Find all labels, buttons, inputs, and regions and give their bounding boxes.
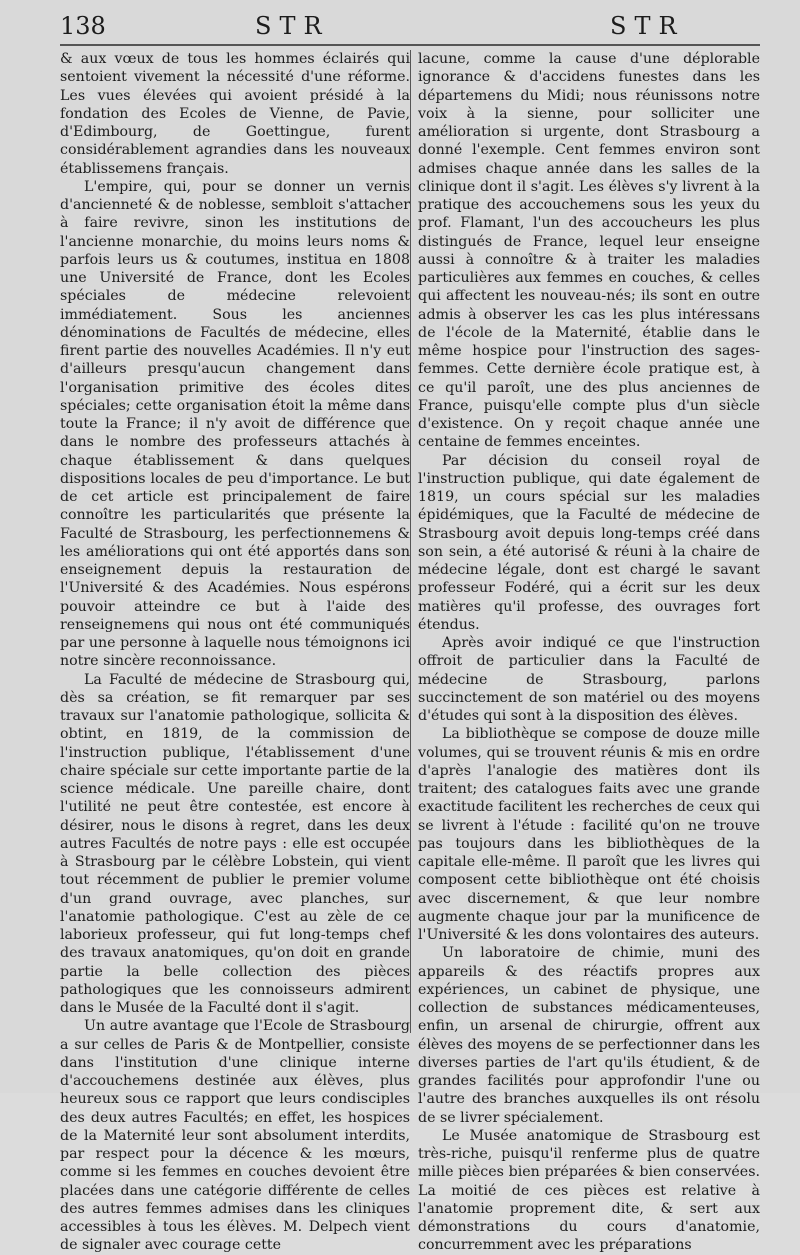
- paragraph: Un laboratoire de chimie, muni des appareils & des réactifs propres aux expériences, un cabinet de physique, une collection de substances médicamenteuses, enfin, un arsenal de chirurgie, offrent aux élèves des moyens de se perfectionner dans les diverses parties de l'art qu'ils étudient, & de grandes facilités pour approfondir l'une ou l'autre des branches auxquelles ils ont résolu de se livrer spécialement.: [418, 945, 760, 1126]
- paragraph: Après avoir indiqué ce que l'instruction offroit de particulier dans la Faculté de médecine de Strasbourg, parlons succinctement de son matériel ou des moyens d'études qui sont à la disposition des élèves.: [418, 635, 760, 724]
- column-divider: [410, 50, 411, 1033]
- page-number: 138: [60, 12, 106, 40]
- paragraph: L'empire, qui, pour se donner un vernis d'ancienneté & de noblesse, sembloit s'attacher à faire revivre, sinon les institutions de l'ancienne monarchie, du moins leurs noms & parfois leurs us & coutumes, institua en 1808 une Université de France, dont les Ecoles spéciales de médecine relevoient immédiatement. Sous les anciennes dénominations de Facultés de médecine, elles firent partie des nouvelles Académies. Il n'y eut d'ailleurs presqu'aucun changement dans l'organisation primitive des écoles dites spéciales; cette organisation étoit la même dans toute la France; il n'y avoit de différence que dans le nombre des professeurs attachés à chaque établissement & dans quelques dispositions locales de peu d'importance. Le but de cet article est principalement de faire connoître les particularités que présente la Faculté de Strasbourg, les perfectionnemens & les améliorations qui ont été apportés dans son enseignement depuis la restauration de l'Université & des Académies. Nous espérons pouvoir atteindre ce but à l'aide des renseignemens qui nous ont été communiqués par une personne à laquelle nous témoignons ici notre sincère reconnoissance.: [60, 178, 410, 670]
- paragraph: Un autre avantage que l'Ecole de Strasbourg a sur celles de Paris & de Montpellier, consiste dans l'institution d'une clinique interne d'accouchemens destinée aux élèves, plus heureux sous ce rapport que leurs condisciples des deux autres Facultés; en effet, les hospices de la Maternité leur sont absolument interdits, par respect pour la décence & les mœurs, comme si les femmes en couches devoient être placées dans une catégorie différente de celles des autres femmes admises dans les cliniques accessibles à tous les élèves. M. Delpech vient de signaler avec courage cette: [60, 1018, 410, 1254]
- paragraph: & aux vœux de tous les hommes éclairés qui sentoient vivement la nécessité d'une réforme. Les vues élevées qui avoient présidé à la fondation des Ecoles de Vienne, de Pavie, d'Edimbourg, de Goettingue, furent considérablement agrandies dans les nouveaux établissemens français.: [60, 51, 410, 177]
- header-rule: [60, 44, 760, 46]
- paragraph: Par décision du conseil royal de l'instruction publique, qui date également de 1819, un cours spécial sur les maladies épidémiques, que la Faculté de médecine de Strasbourg avoit depuis long-temps créé dans son sein, a été autorisé & réuni à la chaire de médecine légale, dont est chargé le savant professeur Fodéré, qui a écrit sur les deux matières qu'il professe, des ouvrages fort étendus.: [418, 452, 760, 633]
- left-column: [60, 50, 410, 1254]
- paragraph: La bibliothèque se compose de douze mille volumes, qui se trouvent réunis & mis en ordre d'après l'analogie des matières dont ils traitent; des catalogues faits avec une grande exactitude facilitent les recherches de ceux qui se livrent à l'étude : facilité qu'on ne trouve pas toujours dans les bibliothèques de la capitale elle-même. Il paroît que les livres qui composent cette bibliothèque ont été choisis avec discernement, & que leur nombre augmente chaque jour par la munificence de l'Université & les dons volontaires des auteurs.: [418, 726, 760, 943]
- running-head-left: STR: [255, 12, 330, 40]
- running-head-right: STR: [610, 12, 685, 40]
- paragraph: Le Musée anatomique de Strasbourg est très-riche, puisqu'il renferme plus de quatre mille pièces bien préparées & bien conservées. La moitié de ces pièces est relative à l'anatomie proprement dite, & sert aux démonstrations du cours d'anatomie, concurremment avec les préparations: [418, 1127, 760, 1254]
- right-column: [418, 50, 760, 1254]
- paragraph: La Faculté de médecine de Strasbourg qui, dès sa création, se fit remarquer par ses travaux sur l'anatomie pathologique, sollicita & obtint, en 1819, de la commission de l'instruction publique, l'établissement d'une chaire spéciale sur cette importante partie de la science médicale. Une pareille chaire, dont l'utilité ne peut être contestée, est encore à désirer, nous le disons à regret, dans les deux autres Facultés de notre pays : elle est occupée à Strasbourg par le célèbre Lobstein, qui vient tout récemment de publier le premier volume d'un grand ouvrage, avec planches, sur l'anatomie pathologique. C'est au zèle de ce laborieux professeur, qui fut long-temps chef des travaux anatomiques, qu'on doit en grande partie la belle collection des pièces pathologiques que les connoisseurs admirent dans le Musée de la Faculté dont il s'agit.: [60, 671, 410, 1016]
- page-header: [60, 8, 760, 44]
- paragraph: lacune, comme la cause d'une déplorable ignorance & d'accidens funestes dans les départemens du Midi; nous réunissons notre voix à la sienne, pour solliciter une amélioration si urgente, dont Strasbourg a donné l'exemple. Cent femmes environ sont admises chaque année dans les salles de la clinique dont il s'agit. Les élèves s'y livrent à la pratique des accouchemens sous les yeux du prof. Flamant, l'un des accoucheurs les plus distingués de France, lequel leur enseigne aussi à connoître & à traiter les maladies particulières aux femmes en couches, & celles qui affectent les nouveau-nés; ils sont en outre admis à observer les cas les plus intéressans de l'école de la Maternité, établie dans le même hospice pour l'instruction des sages-femmes. Cette dernière école pratique est, à ce qu'il paroît, une des plus anciennes de France, puisqu'elle compte plus d'un siècle d'existence. On y reçoit chaque année une centaine de femmes enceintes.: [418, 51, 760, 451]
